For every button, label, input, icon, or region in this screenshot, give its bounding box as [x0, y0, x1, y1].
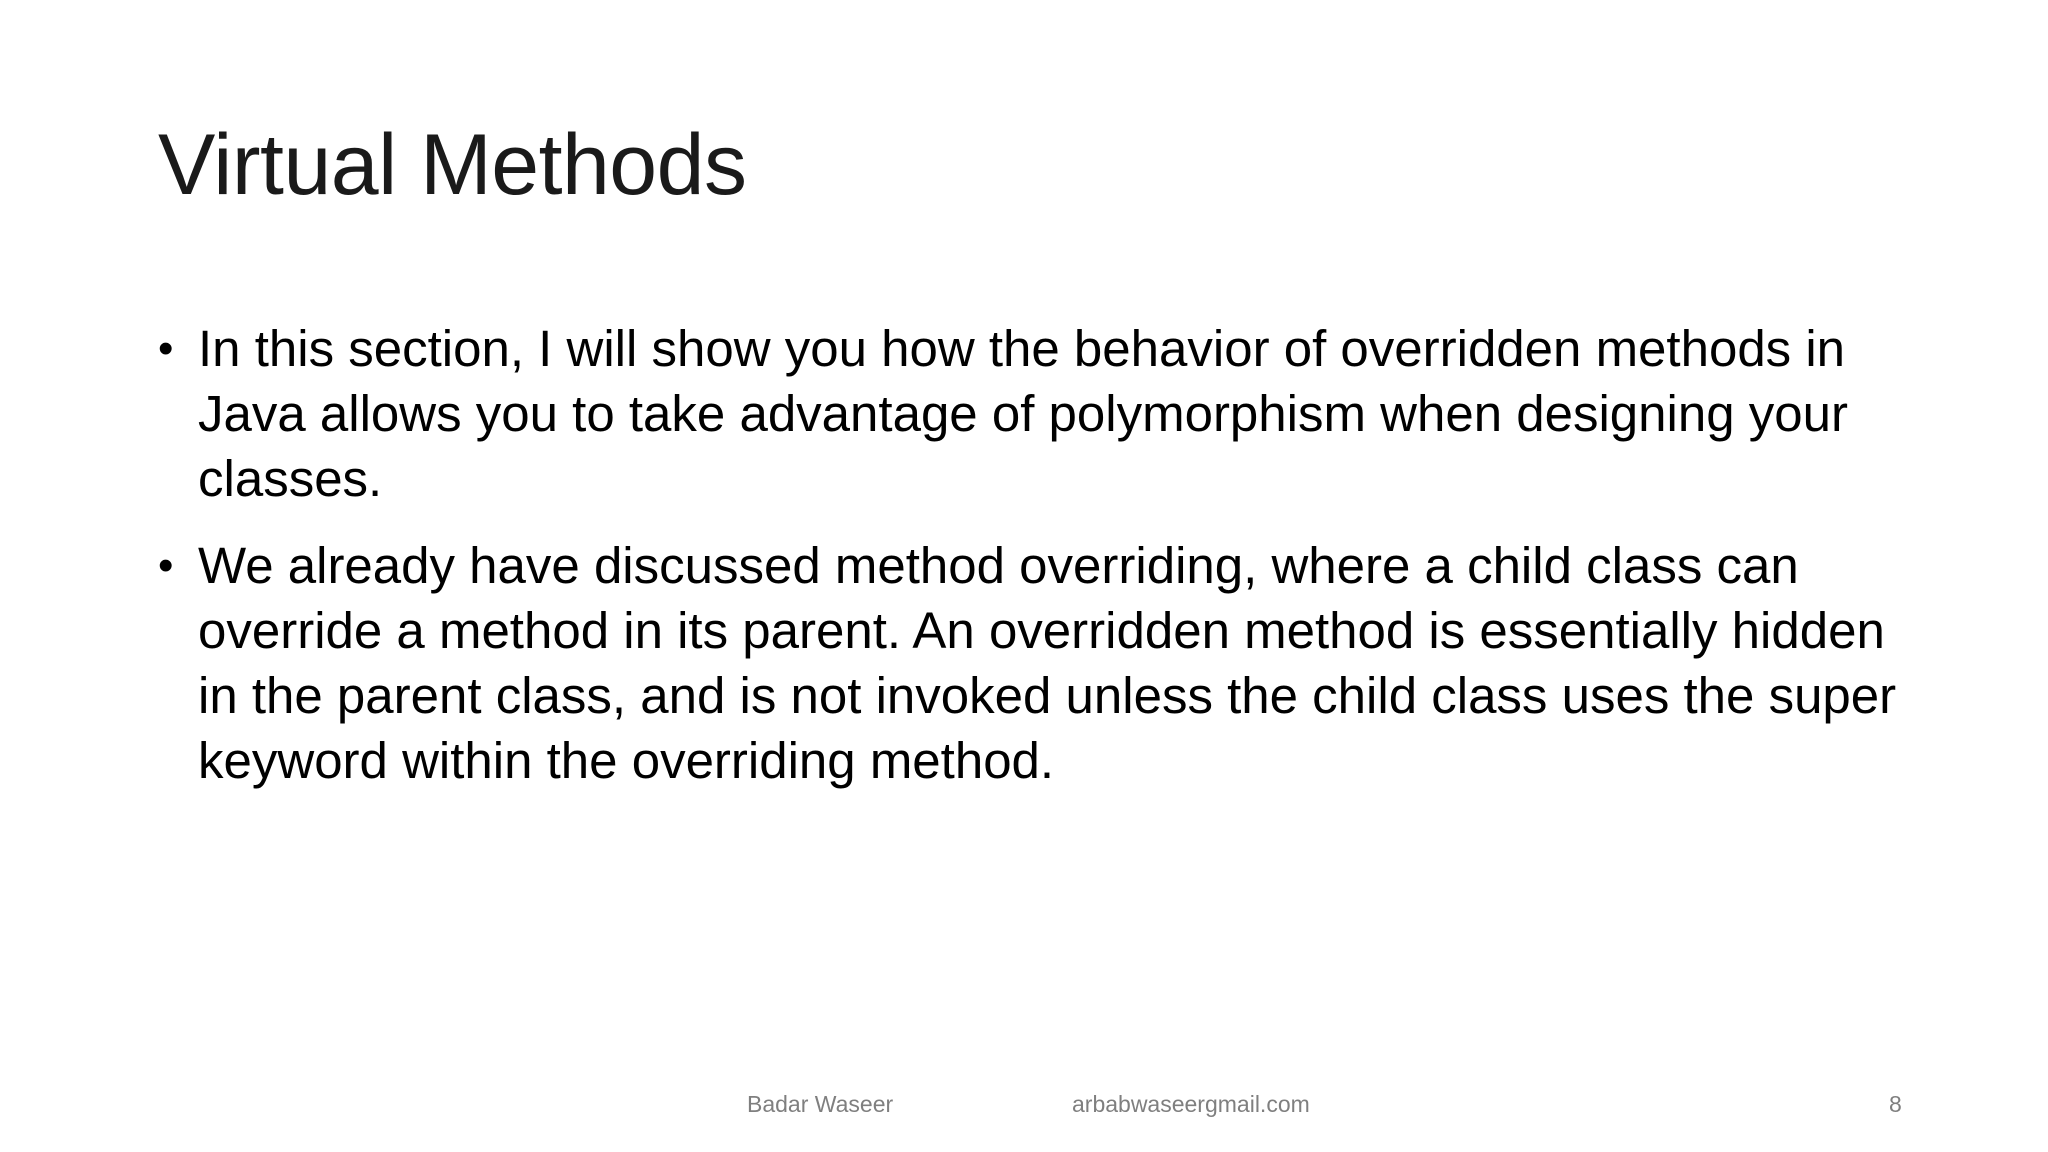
bullet-item — [158, 316, 1918, 511]
bullet-icon: • — [158, 541, 174, 590]
footer-email: arbabwaseergmail.com — [1072, 1091, 1310, 1117]
footer-page-number: 8 — [1889, 1091, 1902, 1117]
footer-author: Badar Waseer — [747, 1091, 894, 1117]
bullet-list — [158, 316, 1918, 815]
bullet-text: In this section, I will show you how the behavior of overridden methods in Java allows you to take advantage of polymorphism when designing your classes. — [198, 320, 1848, 507]
bullet-text: We already have discussed method overriding, where a child class can override a method in its parent. An overridden method is essentially hidden in the parent class, and is not invoked unless the child class uses the super keyword within the overriding method. — [198, 537, 1897, 789]
slide-title: Virtual Methods — [158, 117, 747, 213]
bullet-icon: • — [158, 324, 174, 373]
bullet-item — [158, 533, 1918, 793]
